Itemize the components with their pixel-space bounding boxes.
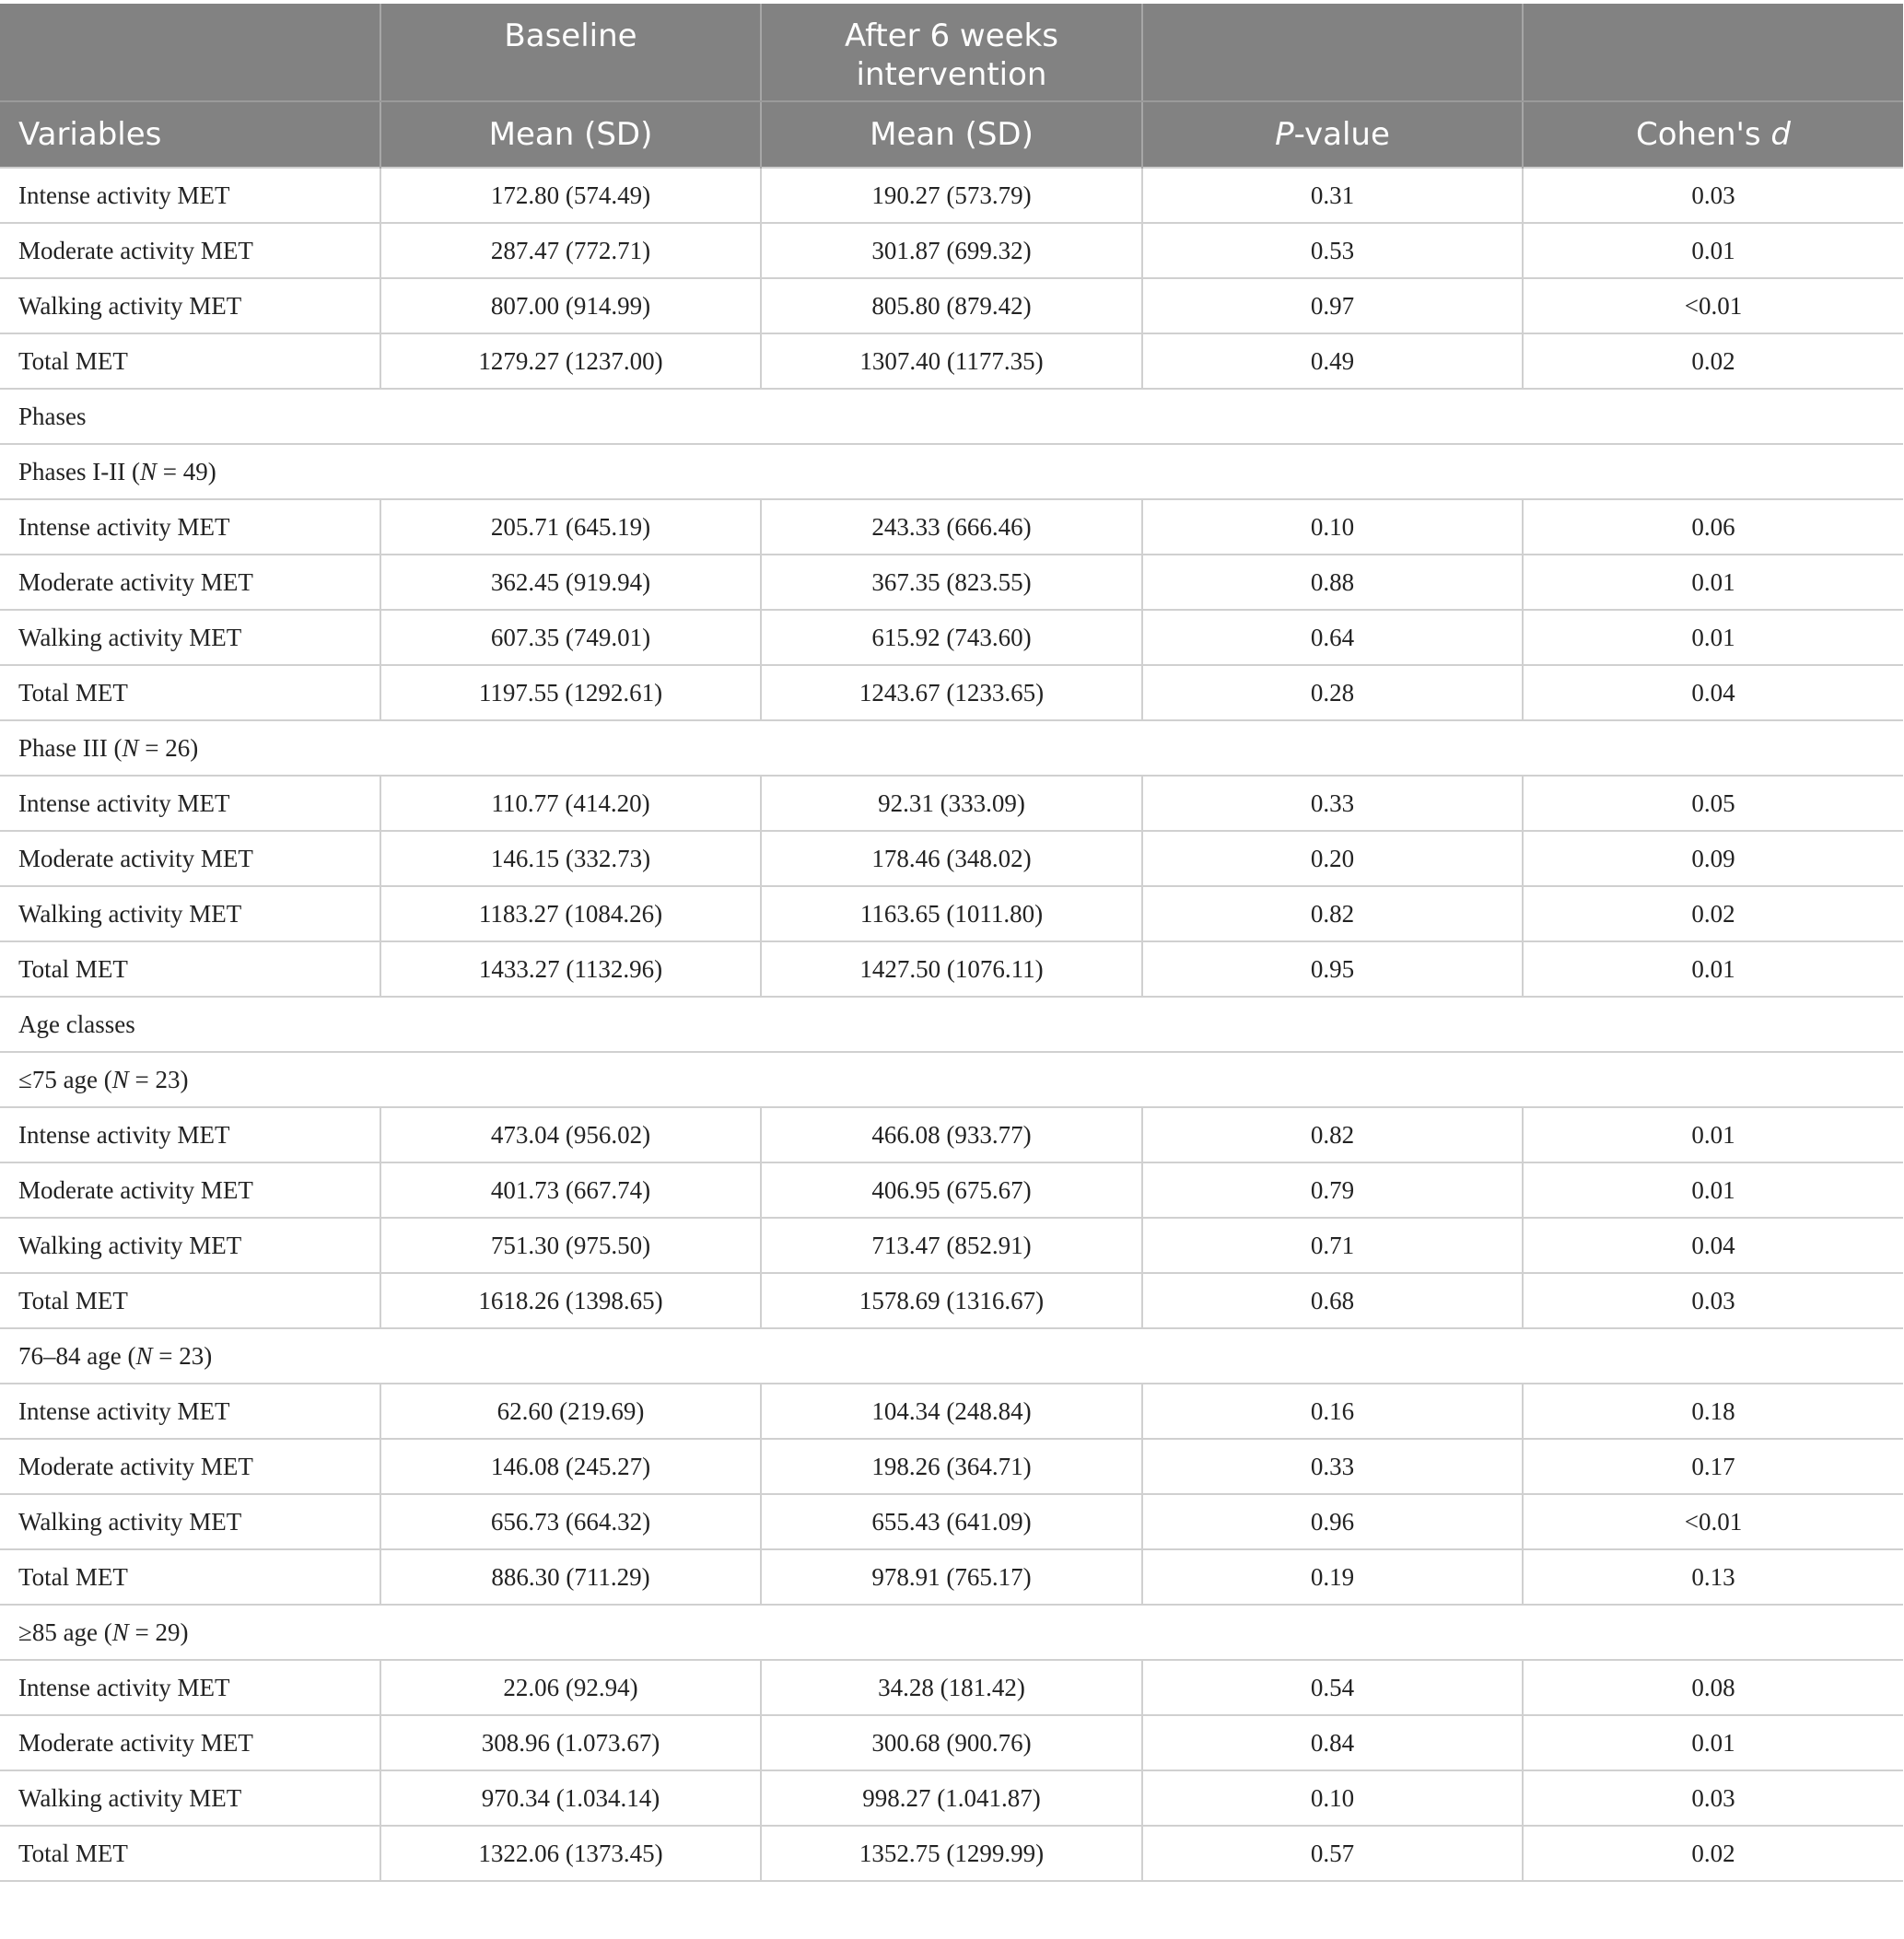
- baseline-mean-cell: 172.80 (574.49): [380, 168, 761, 223]
- p-value-cell: 0.49: [1142, 333, 1523, 389]
- table-row: [0, 555, 1903, 610]
- section-label: [0, 997, 1903, 1052]
- cohens-d-cell: 0.18: [1523, 1384, 1903, 1439]
- header-after-group: [761, 4, 1142, 101]
- baseline-mean-cell: 1197.55 (1292.61): [380, 665, 761, 720]
- p-value-cell: 0.79: [1142, 1162, 1523, 1218]
- cohens-d-cell: 0.09: [1523, 831, 1903, 886]
- p-value-cell: 0.54: [1142, 1660, 1523, 1715]
- table-row: [0, 278, 1903, 333]
- cohens-d-cell: 0.02: [1523, 333, 1903, 389]
- cohens-d-cell: 0.03: [1523, 1770, 1903, 1826]
- after-group-label-line1: After 6 weeks: [845, 18, 1058, 54]
- baseline-mean-cell: 886.30 (711.29): [380, 1549, 761, 1605]
- cohens-d-cell: 0.05: [1523, 776, 1903, 831]
- variable-cell: Intense activity MET: [0, 499, 380, 555]
- cohens-d-cell: 0.02: [1523, 886, 1903, 941]
- variable-cell: Walking activity MET: [0, 1494, 380, 1549]
- table-row: [0, 1826, 1903, 1881]
- baseline-mean-cell: 473.04 (956.02): [380, 1107, 761, 1162]
- p-value-cell: 0.64: [1142, 610, 1523, 665]
- section-label: [0, 389, 1903, 444]
- p-value-cell: 0.84: [1142, 1715, 1523, 1770]
- p-value-cell: 0.19: [1142, 1549, 1523, 1605]
- col-header-cohens-d: [1523, 101, 1903, 168]
- table-row: [0, 1162, 1903, 1218]
- after-mean-cell: 1243.67 (1233.65): [761, 665, 1142, 720]
- p-value-cell: 0.96: [1142, 1494, 1523, 1549]
- p-value-cell: 0.33: [1142, 776, 1523, 831]
- after-mean-cell: 1427.50 (1076.11): [761, 941, 1142, 997]
- met-comparison-table: [0, 4, 1903, 1882]
- table-row: [0, 1384, 1903, 1439]
- baseline-mean-cell: 1433.27 (1132.96): [380, 941, 761, 997]
- variable-cell: Walking activity MET: [0, 278, 380, 333]
- variable-cell: Total MET: [0, 1826, 380, 1881]
- variable-cell: Moderate activity MET: [0, 1439, 380, 1494]
- p-value-cell: 0.97: [1142, 278, 1523, 333]
- section-label-text: Age classes: [18, 1010, 135, 1038]
- header-column-row: [0, 101, 1903, 168]
- p-value-cell: 0.95: [1142, 941, 1523, 997]
- cohens-d-cell: 0.04: [1523, 665, 1903, 720]
- variable-cell: Moderate activity MET: [0, 1162, 380, 1218]
- section-label: [0, 1052, 1903, 1107]
- after-group-label-line2: intervention: [856, 56, 1047, 93]
- p-value-cell: 0.10: [1142, 499, 1523, 555]
- variable-cell: Moderate activity MET: [0, 223, 380, 278]
- variable-cell: Intense activity MET: [0, 1384, 380, 1439]
- section-row: [0, 1052, 1903, 1107]
- section-label-count: = 49): [156, 457, 216, 485]
- table-row: [0, 333, 1903, 389]
- baseline-mean-cell: 1279.27 (1237.00): [380, 333, 761, 389]
- after-mean-cell: 190.27 (573.79): [761, 168, 1142, 223]
- header-empty-cell: [0, 4, 380, 101]
- variable-cell: Total MET: [0, 941, 380, 997]
- table-row: [0, 1549, 1903, 1605]
- table-body: [0, 168, 1903, 1881]
- header-empty-cell: [1523, 4, 1903, 101]
- section-label-text: ≤75 age (: [18, 1065, 112, 1093]
- section-label: [0, 444, 1903, 499]
- section-label-count: = 26): [138, 733, 199, 762]
- col-header-variables: Variables: [0, 101, 380, 168]
- table-row: [0, 1107, 1903, 1162]
- p-value-cell: 0.82: [1142, 1107, 1523, 1162]
- baseline-mean-cell: 807.00 (914.99): [380, 278, 761, 333]
- after-mean-cell: 655.43 (641.09): [761, 1494, 1142, 1549]
- after-mean-cell: 367.35 (823.55): [761, 555, 1142, 610]
- variable-cell: Total MET: [0, 1273, 380, 1328]
- p-value-cell: 0.82: [1142, 886, 1523, 941]
- after-mean-cell: 1163.65 (1011.80): [761, 886, 1142, 941]
- section-label-n: N: [122, 733, 139, 762]
- p-value-cell: 0.88: [1142, 555, 1523, 610]
- baseline-mean-cell: 1322.06 (1373.45): [380, 1826, 761, 1881]
- section-label-n: N: [135, 1341, 153, 1370]
- baseline-mean-cell: 362.45 (919.94): [380, 555, 761, 610]
- section-label: [0, 1328, 1903, 1384]
- baseline-mean-cell: 970.34 (1.034.14): [380, 1770, 761, 1826]
- table-row: [0, 941, 1903, 997]
- variable-cell: Intense activity MET: [0, 168, 380, 223]
- after-mean-cell: 713.47 (852.91): [761, 1218, 1142, 1273]
- table-row: [0, 886, 1903, 941]
- header-baseline-group: [380, 4, 761, 101]
- table-row: [0, 665, 1903, 720]
- p-value-cell: 0.28: [1142, 665, 1523, 720]
- baseline-mean-cell: 146.08 (245.27): [380, 1439, 761, 1494]
- p-value-cell: 0.68: [1142, 1273, 1523, 1328]
- variable-cell: Walking activity MET: [0, 886, 380, 941]
- p-value-cell: 0.20: [1142, 831, 1523, 886]
- section-label-text: Phases I-II (: [18, 457, 140, 485]
- after-mean-cell: 978.91 (765.17): [761, 1549, 1142, 1605]
- section-label-n: N: [139, 457, 157, 485]
- p-value-cell: 0.10: [1142, 1770, 1523, 1826]
- header-group-row: [0, 4, 1903, 101]
- after-mean-cell: 805.80 (879.42): [761, 278, 1142, 333]
- table-row: [0, 1770, 1903, 1826]
- after-mean-cell: 104.34 (248.84): [761, 1384, 1142, 1439]
- d-italic: d: [1770, 116, 1792, 153]
- cohens-d-cell: 0.01: [1523, 941, 1903, 997]
- section-label-count: = 29): [128, 1618, 189, 1646]
- baseline-mean-cell: 607.35 (749.01): [380, 610, 761, 665]
- baseline-mean-cell: 401.73 (667.74): [380, 1162, 761, 1218]
- after-mean-cell: 466.08 (933.77): [761, 1107, 1142, 1162]
- table-header: [0, 4, 1903, 168]
- baseline-mean-cell: 205.71 (645.19): [380, 499, 761, 555]
- table-row: [0, 776, 1903, 831]
- section-label-text: Phase III (: [18, 733, 123, 762]
- after-mean-cell: 615.92 (743.60): [761, 610, 1142, 665]
- baseline-mean-cell: 287.47 (772.71): [380, 223, 761, 278]
- header-empty-cell: [1142, 4, 1523, 101]
- section-row: [0, 1328, 1903, 1384]
- cohens-d-cell: 0.02: [1523, 1826, 1903, 1881]
- after-mean-cell: 998.27 (1.041.87): [761, 1770, 1142, 1826]
- table-row: [0, 1715, 1903, 1770]
- baseline-mean-cell: 1183.27 (1084.26): [380, 886, 761, 941]
- section-label-text: ≥85 age (: [18, 1618, 112, 1646]
- after-mean-cell: 1352.75 (1299.99): [761, 1826, 1142, 1881]
- col-header-baseline-mean: Mean (SD): [380, 101, 761, 168]
- section-row: [0, 720, 1903, 776]
- section-label-count: = 23): [128, 1065, 189, 1093]
- cohens-d-cell: 0.04: [1523, 1218, 1903, 1273]
- table-row: [0, 1273, 1903, 1328]
- after-mean-cell: 92.31 (333.09): [761, 776, 1142, 831]
- cohens-d-cell: 0.01: [1523, 223, 1903, 278]
- table-row: [0, 168, 1903, 223]
- after-mean-cell: 300.68 (900.76): [761, 1715, 1142, 1770]
- section-label-text: Phases: [18, 402, 87, 430]
- table-row: [0, 1218, 1903, 1273]
- baseline-mean-cell: 751.30 (975.50): [380, 1218, 761, 1273]
- section-label-text: 76–84 age (: [18, 1341, 136, 1370]
- p-rest: -value: [1293, 116, 1390, 153]
- col-header-p-value: [1142, 101, 1523, 168]
- table-row: [0, 223, 1903, 278]
- p-value-cell: 0.16: [1142, 1384, 1523, 1439]
- baseline-group-label: Baseline: [504, 18, 637, 54]
- variable-cell: Moderate activity MET: [0, 831, 380, 886]
- variable-cell: Moderate activity MET: [0, 555, 380, 610]
- cohens-d-cell: 0.17: [1523, 1439, 1903, 1494]
- table-row: [0, 1439, 1903, 1494]
- cohens-text: Cohen's: [1635, 116, 1771, 153]
- section-row: [0, 444, 1903, 499]
- table-row: [0, 831, 1903, 886]
- variable-cell: Intense activity MET: [0, 776, 380, 831]
- variable-cell: Total MET: [0, 1549, 380, 1605]
- cohens-d-cell: 0.01: [1523, 555, 1903, 610]
- p-italic: P: [1275, 116, 1294, 153]
- section-label-n: N: [111, 1065, 129, 1093]
- section-label-count: = 23): [152, 1341, 213, 1370]
- after-mean-cell: 178.46 (348.02): [761, 831, 1142, 886]
- cohens-d-cell: 0.01: [1523, 610, 1903, 665]
- section-row: [0, 389, 1903, 444]
- p-value-cell: 0.57: [1142, 1826, 1523, 1881]
- after-mean-cell: 34.28 (181.42): [761, 1660, 1142, 1715]
- variable-cell: Walking activity MET: [0, 610, 380, 665]
- table-row: [0, 1660, 1903, 1715]
- variable-cell: Intense activity MET: [0, 1660, 380, 1715]
- after-mean-cell: 406.95 (675.67): [761, 1162, 1142, 1218]
- p-value-cell: 0.71: [1142, 1218, 1523, 1273]
- cohens-d-cell: <0.01: [1523, 278, 1903, 333]
- after-mean-cell: 1578.69 (1316.67): [761, 1273, 1142, 1328]
- section-row: [0, 997, 1903, 1052]
- cohens-d-cell: 0.13: [1523, 1549, 1903, 1605]
- p-value-cell: 0.53: [1142, 223, 1523, 278]
- variable-cell: Moderate activity MET: [0, 1715, 380, 1770]
- after-mean-cell: 1307.40 (1177.35): [761, 333, 1142, 389]
- table-row: [0, 1494, 1903, 1549]
- table-row: [0, 499, 1903, 555]
- variable-cell: Walking activity MET: [0, 1770, 380, 1826]
- baseline-mean-cell: 656.73 (664.32): [380, 1494, 761, 1549]
- table-row: [0, 610, 1903, 665]
- cohens-d-cell: 0.01: [1523, 1715, 1903, 1770]
- p-value-cell: 0.31: [1142, 168, 1523, 223]
- baseline-mean-cell: 110.77 (414.20): [380, 776, 761, 831]
- variable-cell: Intense activity MET: [0, 1107, 380, 1162]
- section-label: [0, 720, 1903, 776]
- cohens-d-cell: 0.08: [1523, 1660, 1903, 1715]
- after-mean-cell: 301.87 (699.32): [761, 223, 1142, 278]
- cohens-d-cell: 0.01: [1523, 1162, 1903, 1218]
- baseline-mean-cell: 308.96 (1.073.67): [380, 1715, 761, 1770]
- baseline-mean-cell: 1618.26 (1398.65): [380, 1273, 761, 1328]
- cohens-d-cell: 0.06: [1523, 499, 1903, 555]
- variable-cell: Total MET: [0, 333, 380, 389]
- baseline-mean-cell: 22.06 (92.94): [380, 1660, 761, 1715]
- cohens-d-cell: 0.03: [1523, 168, 1903, 223]
- variable-cell: Walking activity MET: [0, 1218, 380, 1273]
- section-label: [0, 1605, 1903, 1660]
- section-label-n: N: [111, 1618, 129, 1646]
- baseline-mean-cell: 62.60 (219.69): [380, 1384, 761, 1439]
- after-mean-cell: 198.26 (364.71): [761, 1439, 1142, 1494]
- variable-cell: Total MET: [0, 665, 380, 720]
- cohens-d-cell: <0.01: [1523, 1494, 1903, 1549]
- cohens-d-cell: 0.03: [1523, 1273, 1903, 1328]
- after-mean-cell: 243.33 (666.46): [761, 499, 1142, 555]
- section-row: [0, 1605, 1903, 1660]
- p-value-cell: 0.33: [1142, 1439, 1523, 1494]
- baseline-mean-cell: 146.15 (332.73): [380, 831, 761, 886]
- cohens-d-cell: 0.01: [1523, 1107, 1903, 1162]
- col-header-after-mean: Mean (SD): [761, 101, 1142, 168]
